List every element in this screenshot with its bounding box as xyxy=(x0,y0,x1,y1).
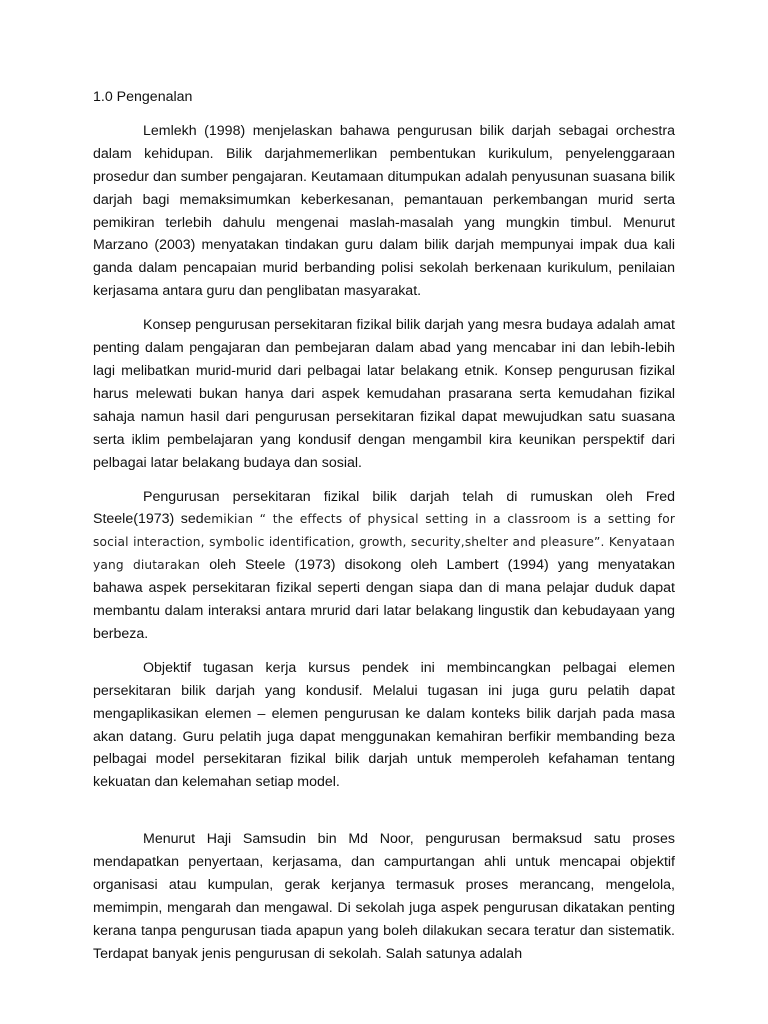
paragraph-3-quote: emikian “ the effects of physical setting in a classroom is a setting for social interaction, symbolic identification, growth, security,shelter and pleasure”. Kenyataan yang diutarakan xyxy=(93,512,675,573)
paragraph-1: Lemlekh (1998) menjelaskan bahawa pengurusan bilik darjah sebagai orchestra dalam kehidupan. Bilik darjahmemerlikan pembentukan kurikulum, penyelenggaraan prosedur dan sumber pengajaran. Keutamaan ditumpukan adalah penyusunan suasana bilik darjah bagi memaksimumkan keberkesanan, pemantauan perkembangan murid serta pemikiran terlebih dahulu mengenai maslah-masalah yang mungkin timbul. Menurut Marzano (2003) menyatakan tindakan guru dalam bilik darjah mempunyai impak dua kali ganda dalam pencapaian murid berbanding polisi sekolah berkenaan kurikulum, penilaian kerjasama antara guru dan penglibatan masyarakat. xyxy=(93,122,675,300)
paragraph-5: Menurut Haji Samsudin bin Md Noor, pengurusan bermaksud satu proses mendapatkan penyertaan, kerjasama, dan campurtangan ahli untuk mencapai objektif organisasi atau kumpulan, gerak kerjanya termasuk proses merancang, mengelola, memimpin, mengarah dan mengawal. Di sekolah juga aspek pengurusan dikatakan penting kerana tanpa pengurusan tiada apapun yang boleh dilakukan secara teratur dan sistematik. Terdapat banyak jenis pengurusan di sekolah. Salah satunya adalah xyxy=(93,831,675,962)
section-heading: 1.0 Pengenalan xyxy=(93,89,193,105)
paragraph-4: Objektif tugasan kerja kursus pendek ini membincangkan pelbagai elemen persekitaran bilik darjah yang kondusif. Melalui tugasan ini juga guru pelatih dapat mengaplikasikan elemen – elemen pengurusan ke dalam konteks bilik darjah pada masa akan datang. Guru pelatih juga dapat menggunakan kemahiran berfikir membanding beza pelbagai model persekitaran fizikal bilik darjah untuk memperoleh kefahaman tentang kekuatan dan kelemahan setiap model. xyxy=(93,659,675,791)
paragraph-3-text-before: Pengurusan persekitaran fizikal bilik darjah telah di rumuskan oleh Fred Steele(1973) sed xyxy=(93,488,675,528)
paragraph-3 xyxy=(93,486,675,646)
paragraph-2: Konsep pengurusan persekitaran fizikal bilik darjah yang mesra budaya adalah amat penting dalam pengajaran dan pembejaran dalam abad yang mencabar ini dan lebih-lebih lagi melibatkan murid-murid dari pelbagai latar belakang etnik. Konsep pengurusan fizikal harus melewati bukan hanya dari aspek kemudahan prasarana serta kemudahan fizikal sahaja namun hasil dari pengurusan persekitaran fizikal dapat mewujudkan satu suasana serta iklim pembelajaran yang kondusif dengan mengambil kira keunikan perspektif dari pelbagai latar belakang budaya dan sosial. xyxy=(93,317,675,471)
paragraph-3-text-after: oleh Steele (1973) disokong oleh Lambert (1994) yang menyatakan bahawa aspek persekitaran fizikal seperti dengan siapa dan di mana pelajar duduk dapat membantu dalam interaksi antara mrurid dari latar belakang lingustik dan kebudayaan yang berbeza. xyxy=(93,557,676,642)
document-body xyxy=(93,86,675,977)
